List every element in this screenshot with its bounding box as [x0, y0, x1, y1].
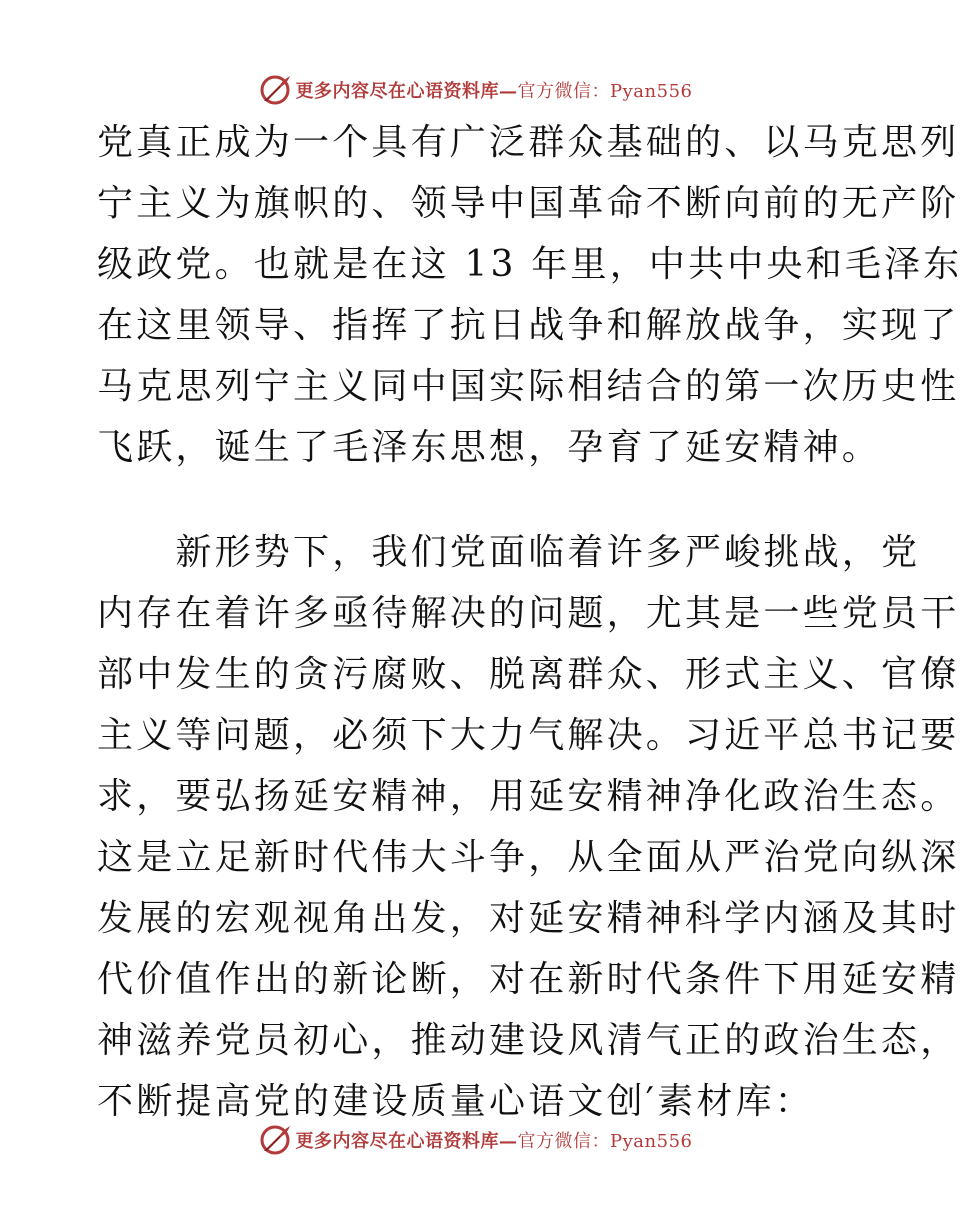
text-line: 求，要弘扬延安精神，用延安精神净化政治生态。 [97, 776, 960, 817]
text-line: 马克思列宁主义同中国实际相结合的第一次历史性 [97, 366, 960, 407]
paragraph-1 [97, 112, 963, 478]
text-line: 主义等问题，必须下大力气解决。习近平总书记要 [97, 715, 960, 756]
text-line: 在这里领导、指挥了抗日战争和解放战争，实现了 [97, 305, 960, 346]
text-line: 级政党。也就是在这 13 年里，中共中央和毛泽东 [97, 244, 963, 285]
text-line: 这是立足新时代伟大斗争，从全面从严治党向纵深 [97, 837, 960, 878]
text-line: 不断提高党的建设质量心语文创′素材库： [97, 1081, 814, 1122]
document-body [97, 112, 963, 1132]
text-line: 神滋养党员初心，推动建设风清气正的政治生态， [97, 1020, 960, 1061]
text-line: 党真正成为一个具有广泛群众基础的、以马克思列 [97, 122, 960, 163]
footer-banner-text [296, 1127, 693, 1153]
text-line: 发展的宏观视角出发，对延安精神科学内涵及其时 [97, 898, 960, 939]
paragraph-2 [97, 522, 960, 1132]
header-banner [0, 70, 950, 110]
header-banner-separator: — [499, 81, 518, 102]
header-banner-main: 更多内容尽在心语资料库 [295, 81, 500, 102]
text-line: 代价值作出的新论断，对在新时代条件下用延安精 [97, 959, 960, 1000]
footer-banner-separator: — [499, 1131, 518, 1152]
header-banner-wechat: 官方微信：Pyan556 [517, 81, 693, 102]
text-line: 内存在着许多亟待解决的问题，尤其是一些党员干 [97, 593, 960, 634]
quill-circle-logo-icon [258, 73, 292, 107]
quill-circle-logo-icon [258, 1123, 292, 1157]
header-banner-text [296, 77, 693, 103]
text-line: 部中发生的贪污腐败、脱离群众、形式主义、官僚 [97, 654, 960, 695]
text-line: 宁主义为旗帜的、领导中国革命不断向前的无产阶 [97, 183, 960, 224]
footer-banner [0, 1120, 950, 1160]
paragraph-gap [97, 478, 853, 522]
footer-banner-main: 更多内容尽在心语资料库 [295, 1131, 500, 1152]
text-line: 新形势下，我们党面临着许多严峻挑战，党 [97, 532, 921, 573]
footer-banner-wechat: 官方微信：Pyan556 [517, 1131, 693, 1152]
text-line: 飞跃，诞生了毛泽东思想，孕育了延安精神。 [97, 427, 882, 468]
